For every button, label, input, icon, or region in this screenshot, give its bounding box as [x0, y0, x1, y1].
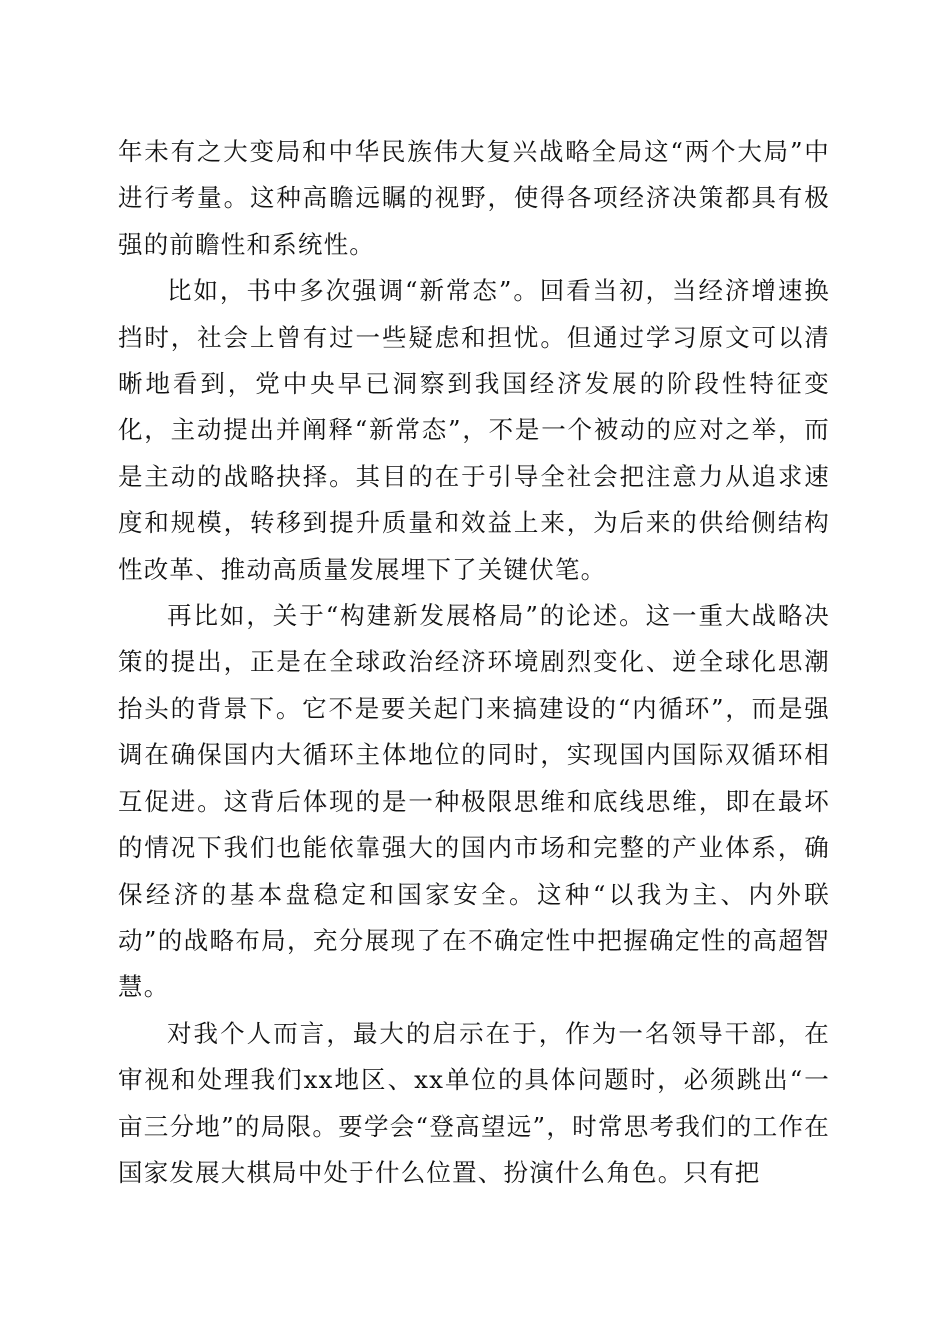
document-body — [118, 129, 830, 1196]
paragraph-personal-insight: 对我个人而言，最大的启示在于，作为一名领导干部，在审视和处理我们xx地区、xx单位的具体问题时，必须跳出“一亩三分地”的局限。要学会“登高望远”，时常思考我们的工作在国家发展大棋局中处于什么位置、扮演什么角色。只有把 — [118, 1018, 830, 1187]
paragraph-new-development-pattern: 再比如，关于“构建新发展格局”的论述。这一重大战略决策的提出，正是在全球政治经济环境剧烈变化、逆全球化思潮抬头的背景下。它不是要关起门来搞建设的“内循环”，而是强调在确保国内大循环主体地位的同时，实现国内国际双循环相互促进。这背后体现的是一种极限思维和底线思维，即在最坏的情况下我们也能依靠强大的国内市场和完整的产业体系，确保经济的基本盘稳定和国家安全。这种“以我为主、内外联动”的战略布局，充分展现了在不确定性中把握确定性的高超智慧。 — [118, 601, 830, 1002]
paragraph-continued: 年未有之大变局和中华民族伟大复兴战略全局这“两个大局”中进行考量。这种高瞻远瞩的视野，使得各项经济决策都具有极强的前瞻性和系统性。 — [118, 137, 830, 259]
paragraph-new-normal: 比如，书中多次强调“新常态”。回看当初，当经济增速换挡时，社会上曾有过一些疑虑和担忧。但通过学习原文可以清晰地看到，党中央早已洞察到我国经济发展的阶段性特征变化，主动提出并阐释“新常态”，不是一个被动的应对之举，而是主动的战略抉择。其目的在于引导全社会把注意力从追求速度和规模，转移到提升质量和效益上来，为后来的供给侧结构性改革、推动高质量发展埋下了关键伏笔。 — [118, 276, 830, 584]
